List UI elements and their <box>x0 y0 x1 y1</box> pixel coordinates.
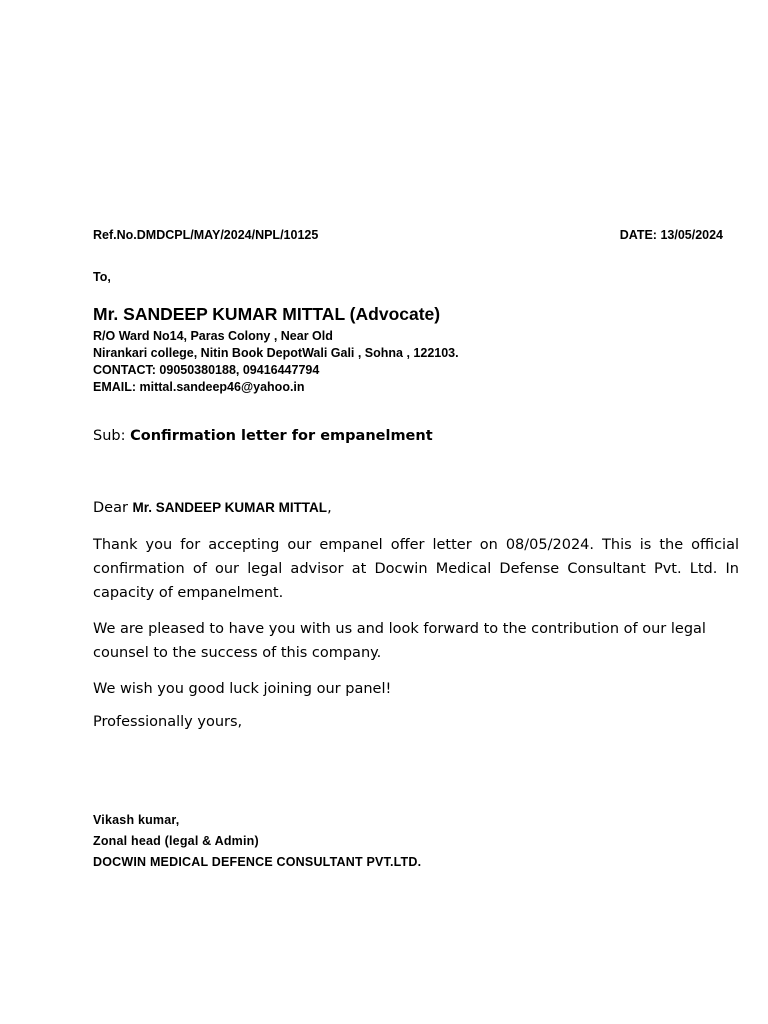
closing-line: Professionally yours, <box>93 714 243 730</box>
body-paragraph-1: Thank you for accepting our empanel offer letter on 08/05/2024. This is the official confirmation of our legal advisor at Docwin Medical Defense Consultant Pvt. Ltd. In capacity of empanelment. <box>93 537 739 601</box>
address-line-2: Nirankari college, Nitin Book DepotWali Gali , Sohna , 122103. <box>93 346 459 360</box>
letter-date: DATE: 13/05/2024 <box>619 228 723 242</box>
signatory-title: Zonal head (legal & Admin) <box>93 834 259 848</box>
signature-block <box>93 810 421 873</box>
email-address: EMAIL: mittal.sandeep46@yahoo.in <box>93 380 305 394</box>
body-paragraph-3: We wish you good luck joining our panel! <box>93 681 392 697</box>
body-paragraph-2: We are pleased to have you with us and look forward to the contribution of our legal counsel to the success of this company. <box>93 621 706 661</box>
salutation-comma: , <box>327 500 332 516</box>
to-label: To, <box>93 270 111 284</box>
subject-text: Confirmation letter for empanelment <box>130 428 433 444</box>
address-line-1: R/O Ward No14, Paras Colony , Near Old <box>93 329 333 343</box>
subject-label: Sub: <box>93 428 126 444</box>
salutation-prefix: Dear <box>93 500 128 516</box>
reference-row <box>93 228 723 242</box>
reference-number: Ref.No.DMDCPL/MAY/2024/NPL/10125 <box>93 228 319 242</box>
salutation <box>93 500 332 516</box>
salutation-name: Mr. SANDEEP KUMAR MITTAL <box>132 500 328 515</box>
addressee-address-block <box>93 328 459 396</box>
addressee-name: Mr. SANDEEP KUMAR MITTAL (Advocate) <box>93 304 441 324</box>
company-name: DOCWIN MEDICAL DEFENCE CONSULTANT PVT.LTD. <box>93 855 422 869</box>
signatory-name: Vikash kumar, <box>93 813 180 827</box>
contact-numbers: CONTACT: 09050380188, 09416447794 <box>93 363 320 377</box>
subject-line <box>93 428 433 444</box>
